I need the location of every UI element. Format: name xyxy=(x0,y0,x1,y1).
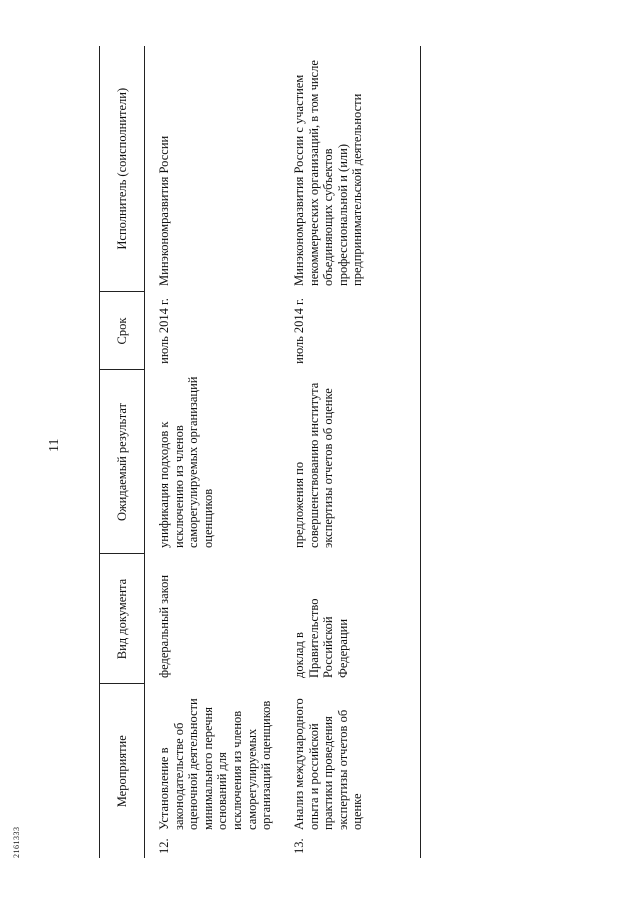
executor-cell: Минэкономразвития России с участием некоммерческих организаций, в том числе объединяющих субъектов профессиональной и (или) предпринимательской деятельности xyxy=(280,46,421,292)
table-header-row xyxy=(100,46,145,858)
table-row xyxy=(280,46,421,858)
table-row xyxy=(145,46,281,858)
result-cell: унификация подходов к исключению из членов саморегулируемых организаций оценщиков xyxy=(157,376,215,548)
doc-type-cell: доклад в Правительство Российской Федерации xyxy=(280,554,421,684)
page-number: 11 xyxy=(47,438,62,452)
row-number: 13. xyxy=(280,836,421,858)
executor-cell: Минэкономразвития России xyxy=(157,135,171,286)
document-code: 2161333 xyxy=(12,826,21,858)
rotated-table-block xyxy=(99,46,447,858)
event-cell: Установление в законодательстве об оценочной деятельности минимального перечня оснований для исключения из членов саморегулируемых организаций оценщиков xyxy=(157,698,274,830)
header-executor: Исполнитель (соисполнители) xyxy=(100,46,145,292)
header-term: Срок xyxy=(100,292,145,370)
event-cell: Анализ международного опыта и российской практики проведения экспертизы отчетов об оценке xyxy=(280,684,421,836)
header-event: Мероприятие xyxy=(100,684,145,858)
result-cell: предложения по совершенствованию института экспертизы отчетов об оценке xyxy=(280,370,421,554)
header-result: Ожидаемый результат xyxy=(100,370,145,554)
doc-type-cell: федеральный закон xyxy=(157,574,171,678)
header-doc-type: Вид документа xyxy=(100,554,145,684)
term-cell: июль 2014 г. xyxy=(157,298,171,364)
row-number: 12. xyxy=(157,838,171,854)
term-cell: июль 2014 г. xyxy=(280,292,421,370)
plan-table xyxy=(99,46,421,858)
